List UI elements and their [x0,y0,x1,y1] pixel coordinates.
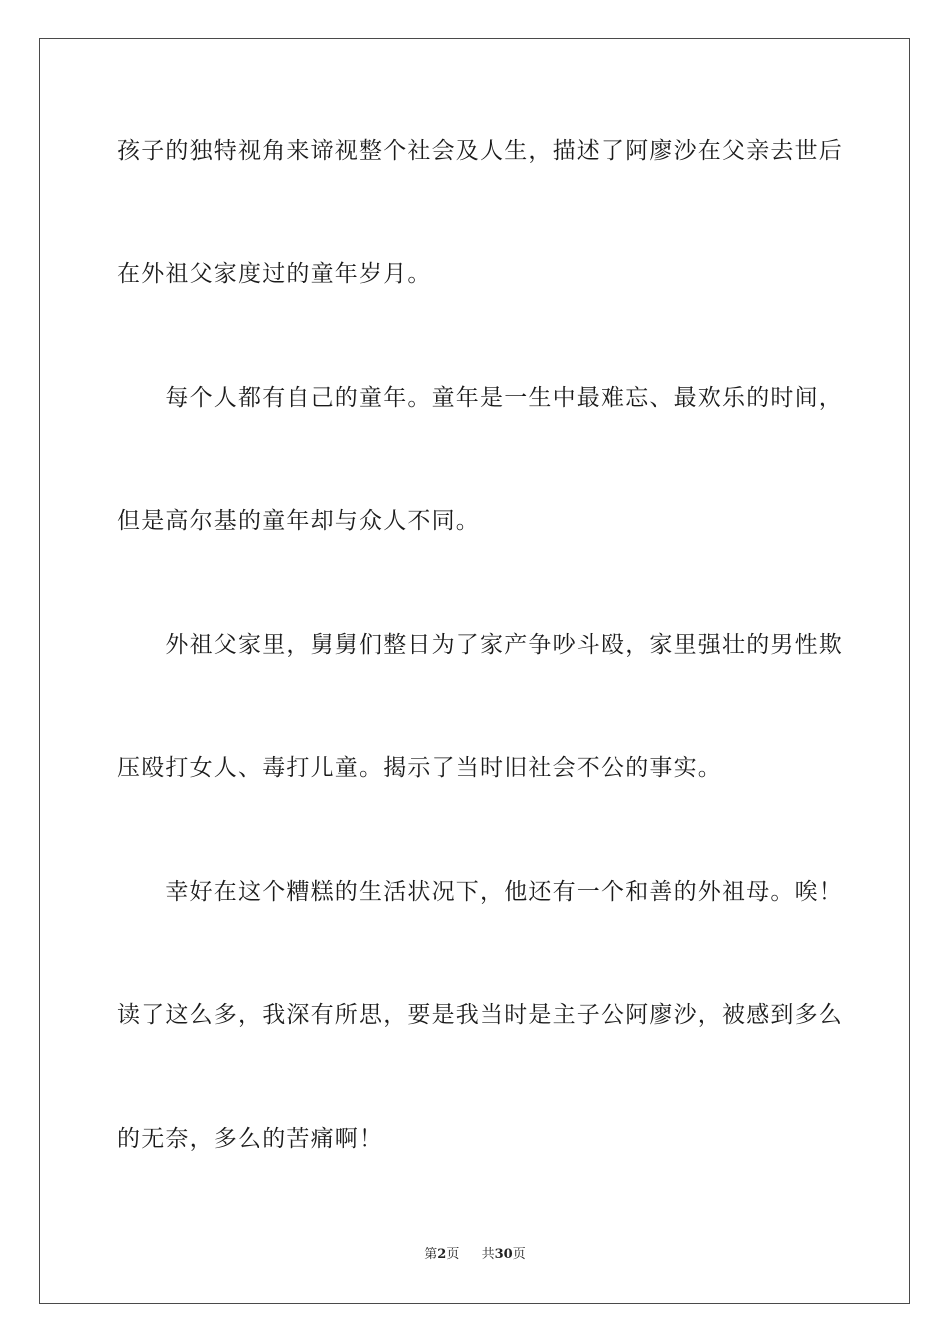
text-line-6: 压殴打女人、毒打儿童。揭示了当时旧社会不公的事实。 [117,755,722,781]
page-number: 第2页 [424,1247,460,1262]
page-border [39,38,910,1304]
text-line-5: 外祖父家里，舅舅们整日为了家产争吵斗殴，家里强壮的男性欺 [117,632,843,658]
text-line-2: 在外祖父家度过的童年岁月。 [117,261,432,287]
text-line-8: 读了这么多，我深有所思，要是我当时是主子公阿廖沙，被感到多么 [117,1002,843,1028]
text-line-1: 孩子的独特视角来谛视整个社会及人生，描述了阿廖沙在父亲去世后 [117,138,843,164]
text-line-4: 但是高尔基的童年却与众人不同。 [117,508,480,534]
text-line-7: 幸好在这个糟糕的生活状况下，他还有一个和善的外祖母。唉！ [117,879,843,905]
total-pages: 共30页 [481,1247,526,1262]
page-footer [0,1246,950,1264]
text-line-3: 每个人都有自己的童年。童年是一生中最难忘、最欢乐的时间， [117,385,843,411]
text-line-9: 的无奈，多么的苦痛啊！ [117,1126,384,1152]
